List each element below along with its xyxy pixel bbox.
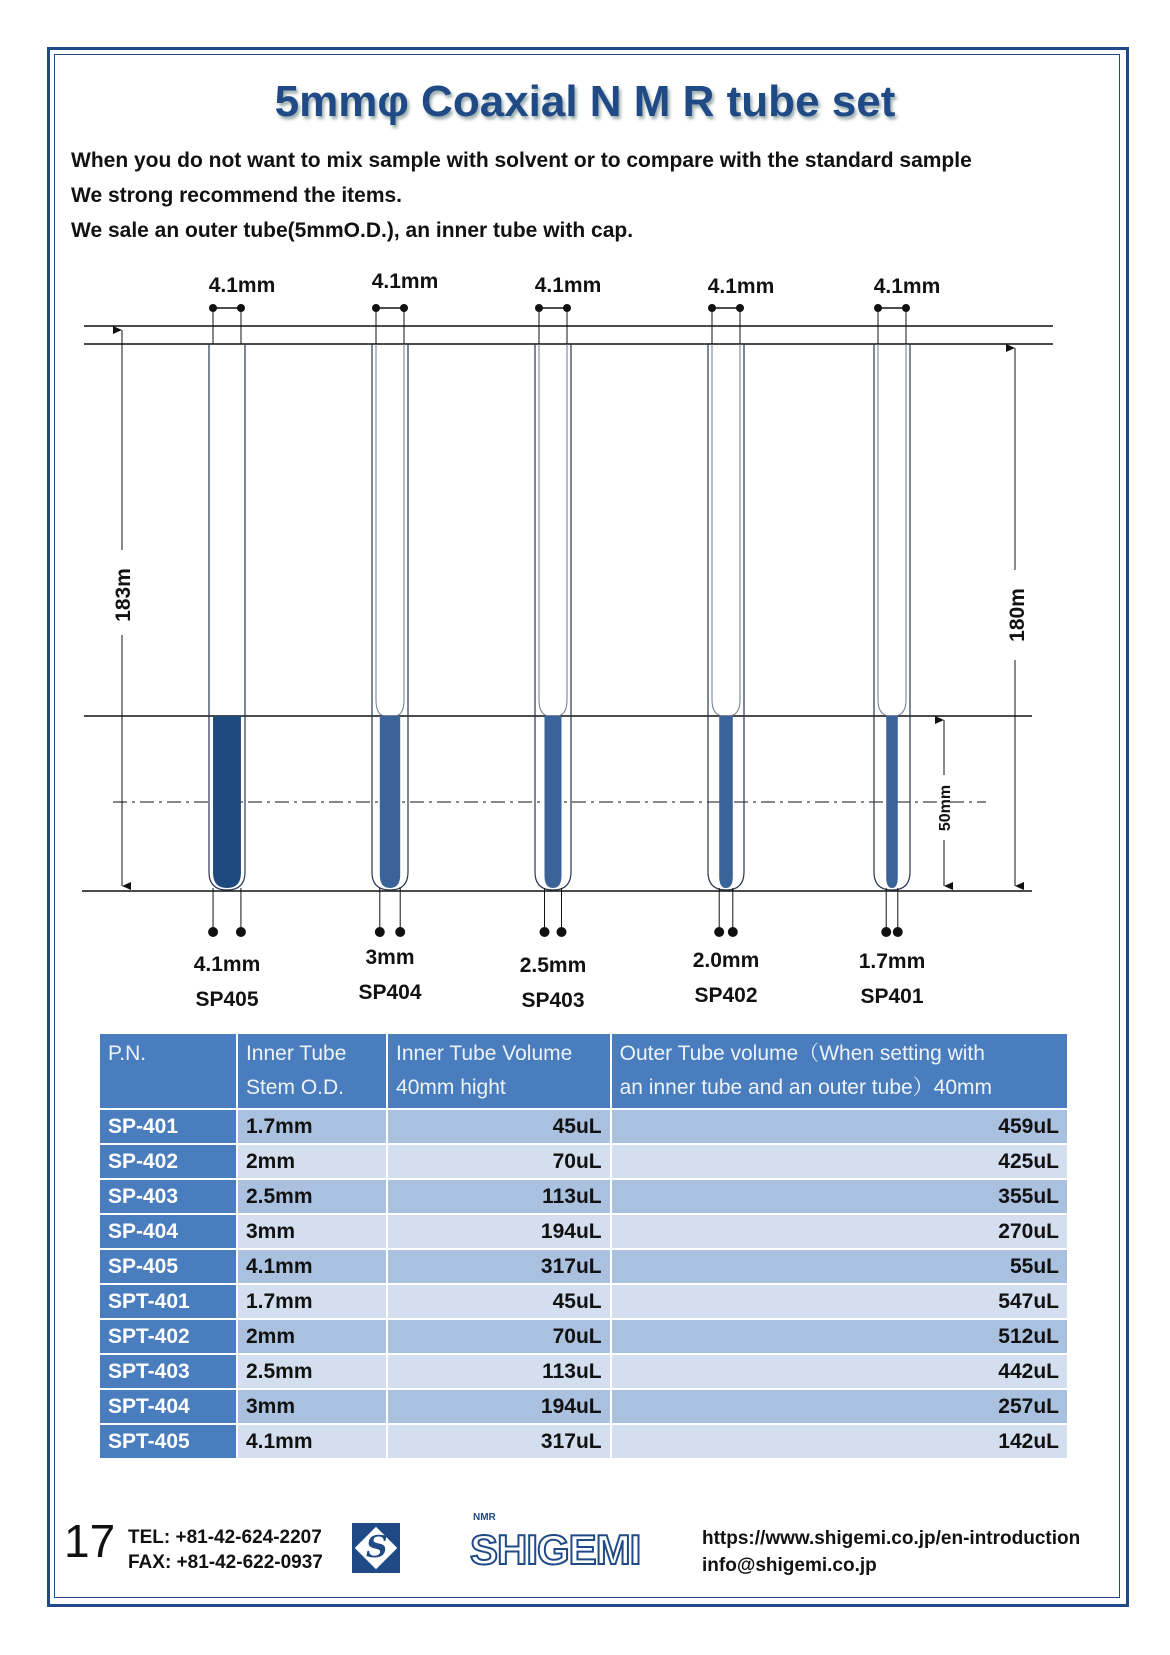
part-number-label: SP403 — [521, 989, 585, 1012]
table-cell: 142uL — [612, 1425, 1067, 1458]
table-cell: 194uL — [388, 1215, 610, 1248]
inner-tube — [376, 344, 404, 716]
sample-fill — [545, 716, 562, 888]
dimension-dot — [372, 304, 380, 312]
table-cell: 442uL — [612, 1355, 1067, 1388]
dimension-dot — [728, 927, 738, 937]
outer-diameter-label: 4.1mm — [873, 275, 941, 298]
table-row — [100, 1425, 1067, 1458]
outer-diameter-label: 4.1mm — [707, 275, 775, 298]
nmr-tube — [520, 274, 602, 1012]
inner-tube — [878, 344, 906, 716]
outer-diameter-label: 4.1mm — [208, 274, 276, 297]
table-cell: 270uL — [612, 1215, 1067, 1248]
spec-table — [98, 1032, 1069, 1460]
table-cell: 257uL — [612, 1390, 1067, 1423]
header-line: an inner tube and an outer tube）40mm — [619, 1076, 993, 1099]
table-cell: 2.5mm — [238, 1180, 386, 1213]
page-title: 5mmφ Coaxial N M R tube set — [274, 77, 896, 126]
dimension-dot — [395, 927, 405, 937]
header-line: 40mm hight — [396, 1076, 506, 1099]
dimension-dot — [400, 304, 408, 312]
intro-line: When you do not want to mix sample with solvent or to compare with the standard sample — [71, 149, 972, 172]
table-cell: 2mm — [238, 1320, 386, 1353]
dimension-dot — [874, 304, 882, 312]
table-cell: 1.7mm — [238, 1285, 386, 1318]
column-header — [612, 1034, 1067, 1108]
nmr-tube — [859, 275, 941, 1008]
table-cell: 113uL — [388, 1355, 610, 1388]
table-row — [100, 1110, 1067, 1143]
intro-line: We sale an outer tube(5mmO.D.), an inner tube with cap. — [71, 219, 634, 242]
column-header — [100, 1034, 236, 1108]
dim-label-183: 183m — [112, 568, 135, 622]
header-line: Inner Tube Volume — [396, 1042, 573, 1065]
nmr-tube — [693, 275, 775, 1007]
column-header — [388, 1034, 610, 1108]
dimension-dot — [535, 304, 543, 312]
table-cell: SPT-403 — [100, 1355, 236, 1388]
website-link[interactable]: https://www.shigemi.co.jp/en-introduction — [702, 1528, 1081, 1549]
table-cell: SP-402 — [100, 1145, 236, 1178]
table-cell: SP-404 — [100, 1215, 236, 1248]
sample-fill — [380, 716, 400, 888]
table-cell: 2mm — [238, 1145, 386, 1178]
dimension-dot — [708, 304, 716, 312]
dimension-dot — [902, 304, 910, 312]
dimension-dot — [209, 304, 217, 312]
table-cell: 45uL — [388, 1285, 610, 1318]
table-cell: 547uL — [612, 1285, 1067, 1318]
shigemi-logo: SHIGEMI — [470, 1526, 641, 1573]
fax: FAX: +81-42-622-0937 — [128, 1552, 323, 1573]
table-row — [100, 1145, 1067, 1178]
sample-fill — [719, 716, 733, 888]
table-row — [100, 1390, 1067, 1423]
table-cell: 317uL — [388, 1425, 610, 1458]
table-row — [100, 1285, 1067, 1318]
dim-label-50: 50mm — [937, 784, 954, 832]
outer-diameter-label: 4.1mm — [371, 270, 439, 293]
sample-fill — [886, 716, 898, 888]
nmr-tube — [194, 274, 276, 1011]
table-cell: 1.7mm — [238, 1110, 386, 1143]
dimension-dot — [881, 927, 891, 937]
logo-nmr: NMR — [473, 1512, 496, 1523]
table-row — [100, 1355, 1067, 1388]
company-emblem-icon: S — [352, 1523, 400, 1573]
table-cell: 425uL — [612, 1145, 1067, 1178]
table-cell: SPT-405 — [100, 1425, 236, 1458]
table-cell: 113uL — [388, 1180, 610, 1213]
table-cell: 194uL — [388, 1390, 610, 1423]
dimension-dot — [375, 927, 385, 937]
table-cell: 459uL — [612, 1110, 1067, 1143]
header-line: P.N. — [108, 1042, 147, 1065]
table-cell: 3mm — [238, 1390, 386, 1423]
stem-diameter-label: 2.5mm — [519, 954, 587, 977]
page-number: 17 — [64, 1515, 116, 1567]
stem-diameter-label: 4.1mm — [193, 953, 261, 976]
table-cell: 4.1mm — [238, 1250, 386, 1283]
table-cell: SP-403 — [100, 1180, 236, 1213]
table-cell: 355uL — [612, 1180, 1067, 1213]
part-number-label: SP405 — [195, 988, 259, 1011]
table-row — [100, 1180, 1067, 1213]
table-cell: SP-401 — [100, 1110, 236, 1143]
header-line: Stem O.D. — [245, 1076, 344, 1099]
table-cell: 4.1mm — [238, 1425, 386, 1458]
table-cell: SPT-404 — [100, 1390, 236, 1423]
stem-diameter-label: 3mm — [365, 946, 415, 969]
table-row — [100, 1320, 1067, 1353]
table-cell: 45uL — [388, 1110, 610, 1143]
outer-diameter-label: 4.1mm — [534, 274, 602, 297]
sample-fill — [213, 716, 241, 888]
dimension-dot — [236, 927, 246, 937]
part-number-label: SP404 — [358, 981, 422, 1004]
header-line — [108, 1071, 228, 1105]
part-number-label: SP402 — [694, 984, 758, 1007]
tel: TEL: +81-42-624-2207 — [128, 1527, 322, 1548]
table-row — [100, 1250, 1067, 1283]
header-line: Outer Tube volume（When setting with — [619, 1042, 985, 1065]
table-cell: 70uL — [388, 1320, 610, 1353]
dimension-dot — [237, 304, 245, 312]
column-header — [238, 1034, 386, 1108]
dimension-dot — [540, 927, 550, 937]
email-link[interactable]: info@shigemi.co.jp — [702, 1555, 877, 1576]
inner-tube — [539, 344, 567, 716]
table-cell: 55uL — [612, 1250, 1067, 1283]
inner-tube — [712, 344, 740, 716]
dimension-dot — [736, 304, 744, 312]
stem-diameter-label: 2.0mm — [692, 949, 760, 972]
dim-label-180: 180m — [1006, 588, 1029, 642]
table-cell: 70uL — [388, 1145, 610, 1178]
dimension-dot — [893, 927, 903, 937]
table-cell: 3mm — [238, 1215, 386, 1248]
intro-line: We strong recommend the items. — [71, 184, 403, 207]
dimension-dot — [557, 927, 567, 937]
table-cell: 2.5mm — [238, 1355, 386, 1388]
stem-diameter-label: 1.7mm — [858, 950, 926, 973]
header-line: Inner Tube — [245, 1042, 347, 1065]
dimension-dot — [208, 927, 218, 937]
table-cell: SP-405 — [100, 1250, 236, 1283]
table-cell: 317uL — [388, 1250, 610, 1283]
dimension-dot — [563, 304, 571, 312]
table-cell: 512uL — [612, 1320, 1067, 1353]
table-cell: SPT-401 — [100, 1285, 236, 1318]
table-row — [100, 1215, 1067, 1248]
nmr-tube — [358, 270, 438, 1004]
dimension-dot — [714, 927, 724, 937]
table-cell: SPT-402 — [100, 1320, 236, 1353]
part-number-label: SP401 — [860, 985, 924, 1008]
